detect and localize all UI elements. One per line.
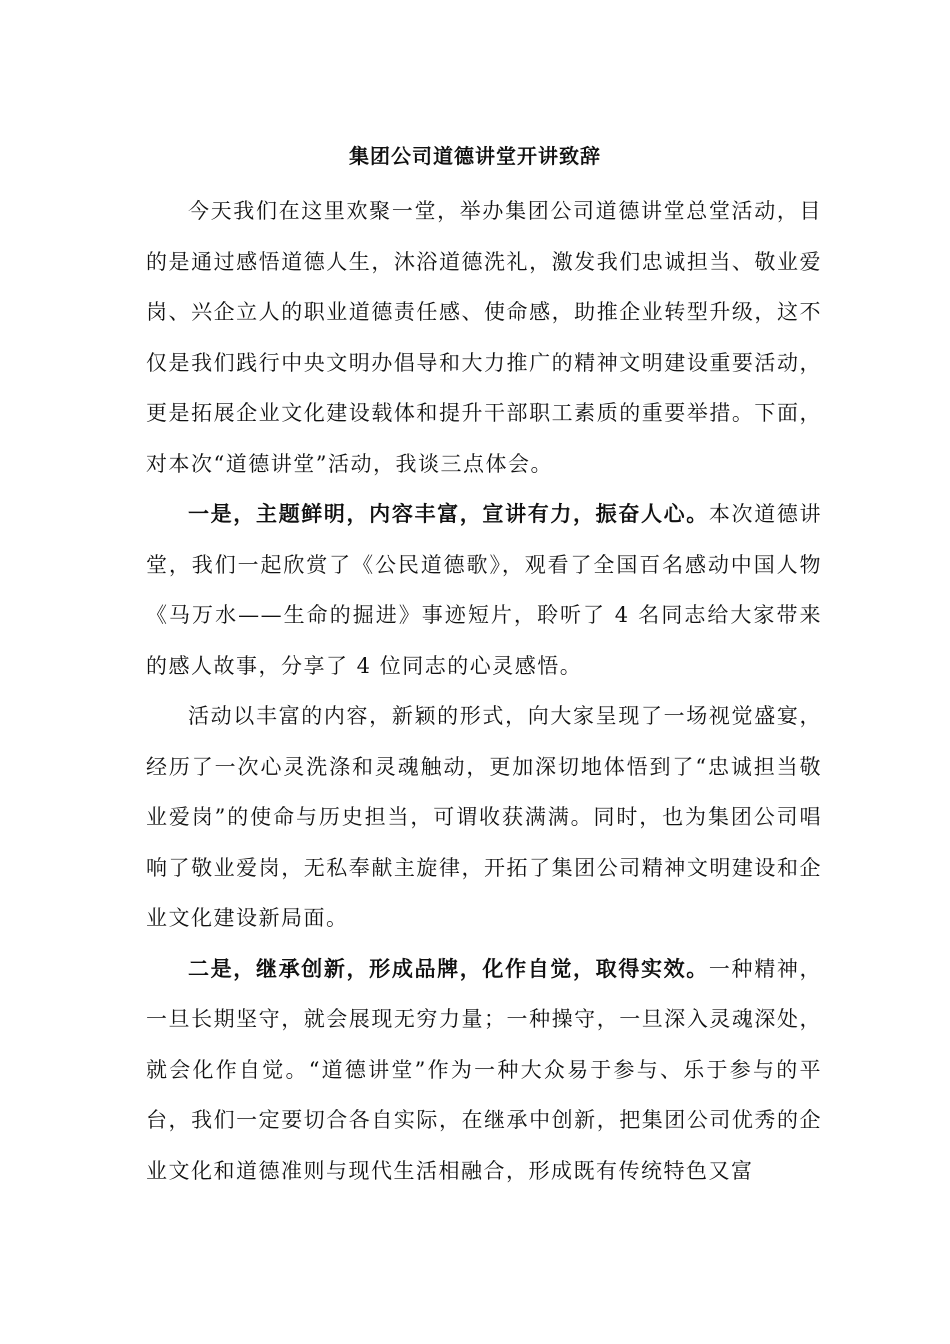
paragraph-4 (146, 944, 822, 1197)
paragraph-2 (146, 489, 822, 691)
paragraph-2-text: 本次道德讲堂，我们一起欣赏了《公民道德歌》，观看了全国百名感动中国人物《马万水——生命的掘进》事迹短片，聆听了 4 名同志给大家带来的感人故事，分享了 4 位同志的心灵感悟。 (146, 502, 822, 678)
document-body (146, 186, 822, 1196)
paragraph-2-lead: 一是，主题鲜明，内容丰富，宣讲有力，振奋人心。 (188, 501, 709, 526)
paragraph-4-text: 一种精神，一旦长期坚守，就会展现无穷力量；一种操守，一旦深入灵魂深处，就会化作自觉。“道德讲堂”作为一种大众易于参与、乐于参与的平台，我们一定要切合各自实际，在继承中创新，把集团公司优秀的企业文化和道德准则与现代生活相融合，形成既有传统特色又富 (146, 956, 822, 1183)
paragraph-3 (146, 691, 822, 944)
paragraph-3-text: 活动以丰富的内容，新颖的形式，向大家呈现了一场视觉盛宴，经历了一次心灵洗涤和灵魂触动，更加深切地体悟到了“忠诚担当敬业爱岗”的使命与历史担当，可谓收获满满。同时，也为集团公司唱响了敬业爱岗，无私奉献主旋律，开拓了集团公司精神文明建设和企业文化建设新局面。 (146, 704, 822, 930)
paragraph-1-text: 今天我们在这里欢聚一堂，举办集团公司道德讲堂总堂活动，目的是通过感悟道德人生，沐浴道德洗礼，激发我们忠诚担当、敬业爱岗、兴企立人的职业道德责任感、使命感，助推企业转型升级，这不仅是我们践行中央文明办倡导和大力推广的精神文明建设重要活动，更是拓展企业文化建设载体和提升干部职工素质的重要举措。下面，对本次“道德讲堂”活动，我谈三点体会。 (146, 199, 822, 476)
document-title: 集团公司道德讲堂开讲致辞 (349, 144, 601, 168)
paragraph-4-lead: 二是，继承创新，形成品牌，化作自觉，取得实效。 (188, 955, 709, 981)
paragraph-1 (146, 186, 822, 489)
